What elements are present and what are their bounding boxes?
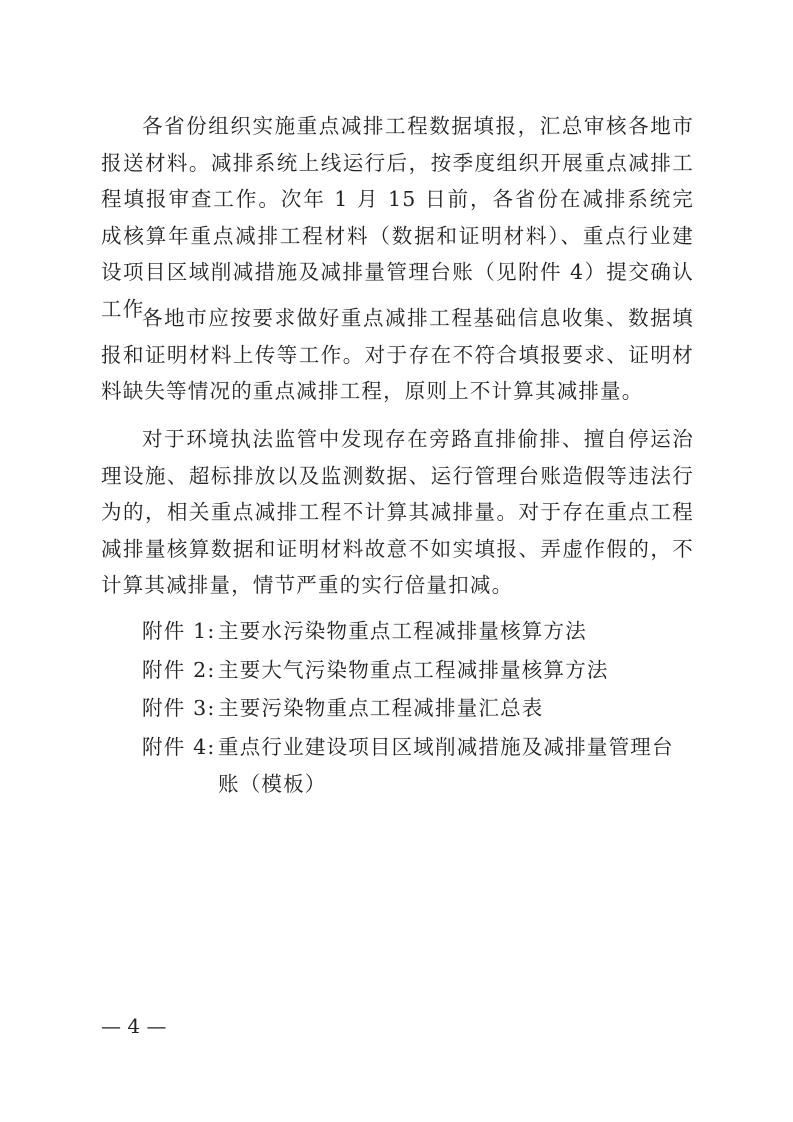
attachment-title: 主要污染物重点工程减排量汇总表 xyxy=(218,696,544,720)
attachment-label: 附件 2: xyxy=(142,658,216,682)
footer-dash-right: — xyxy=(146,1014,167,1038)
attachment-item-4 xyxy=(142,729,694,802)
page-footer xyxy=(101,1012,166,1040)
body-paragraph-2: 各地市应按要求做好重点减排工程基础信息收集、数据填报和证明材料上传等工作。对于存在不符合填报要求、证明材料缺失等情况的重点减排工程，原则上不计算其减排量。 xyxy=(101,306,694,403)
body-paragraph-1: 各省份组织实施重点减排工程数据填报，汇总审核各地市报送材料。减排系统上线运行后，按季度组织开展重点减排工程填报审查工作。次年 1 月 15 日前，各省份在减排系统完成核算年重点减排工程材料（数据和证明材料）、重点行业建设项目区域削减措施及减排量管理台账（见附件 4）提交确认工作。 xyxy=(101,114,694,321)
page-number: 4 xyxy=(127,1014,141,1038)
attachment-item-2 xyxy=(142,652,609,689)
attachment-item-3 xyxy=(142,690,544,727)
attachment-label: 附件 1: xyxy=(142,619,216,643)
attachment-label: 附件 3: xyxy=(142,696,216,720)
attachment-title: 重点行业建设项目区域削减措施及减排量管理台账（模板） xyxy=(218,735,674,796)
footer-dash-left: — xyxy=(101,1014,121,1038)
body-paragraph-3: 对于环境执法监管中发现存在旁路直排偷排、擅自停运治理设施、超标排放以及监测数据、运行管理台账造假等违法行为的，相关重点减排工程不计算其减排量。对于存在重点工程减排量核算数据和证明材料故意不如实填报、弄虚作假的，不计算其减排量，情节严重的实行倍量扣减。 xyxy=(101,427,694,597)
attachment-label: 附件 4: xyxy=(142,735,216,759)
attachment-title: 主要水污染物重点工程减排量核算方法 xyxy=(218,619,587,643)
attachment-title: 主要大气污染物重点工程减排量核算方法 xyxy=(218,658,609,682)
attachment-item-1 xyxy=(142,613,587,650)
